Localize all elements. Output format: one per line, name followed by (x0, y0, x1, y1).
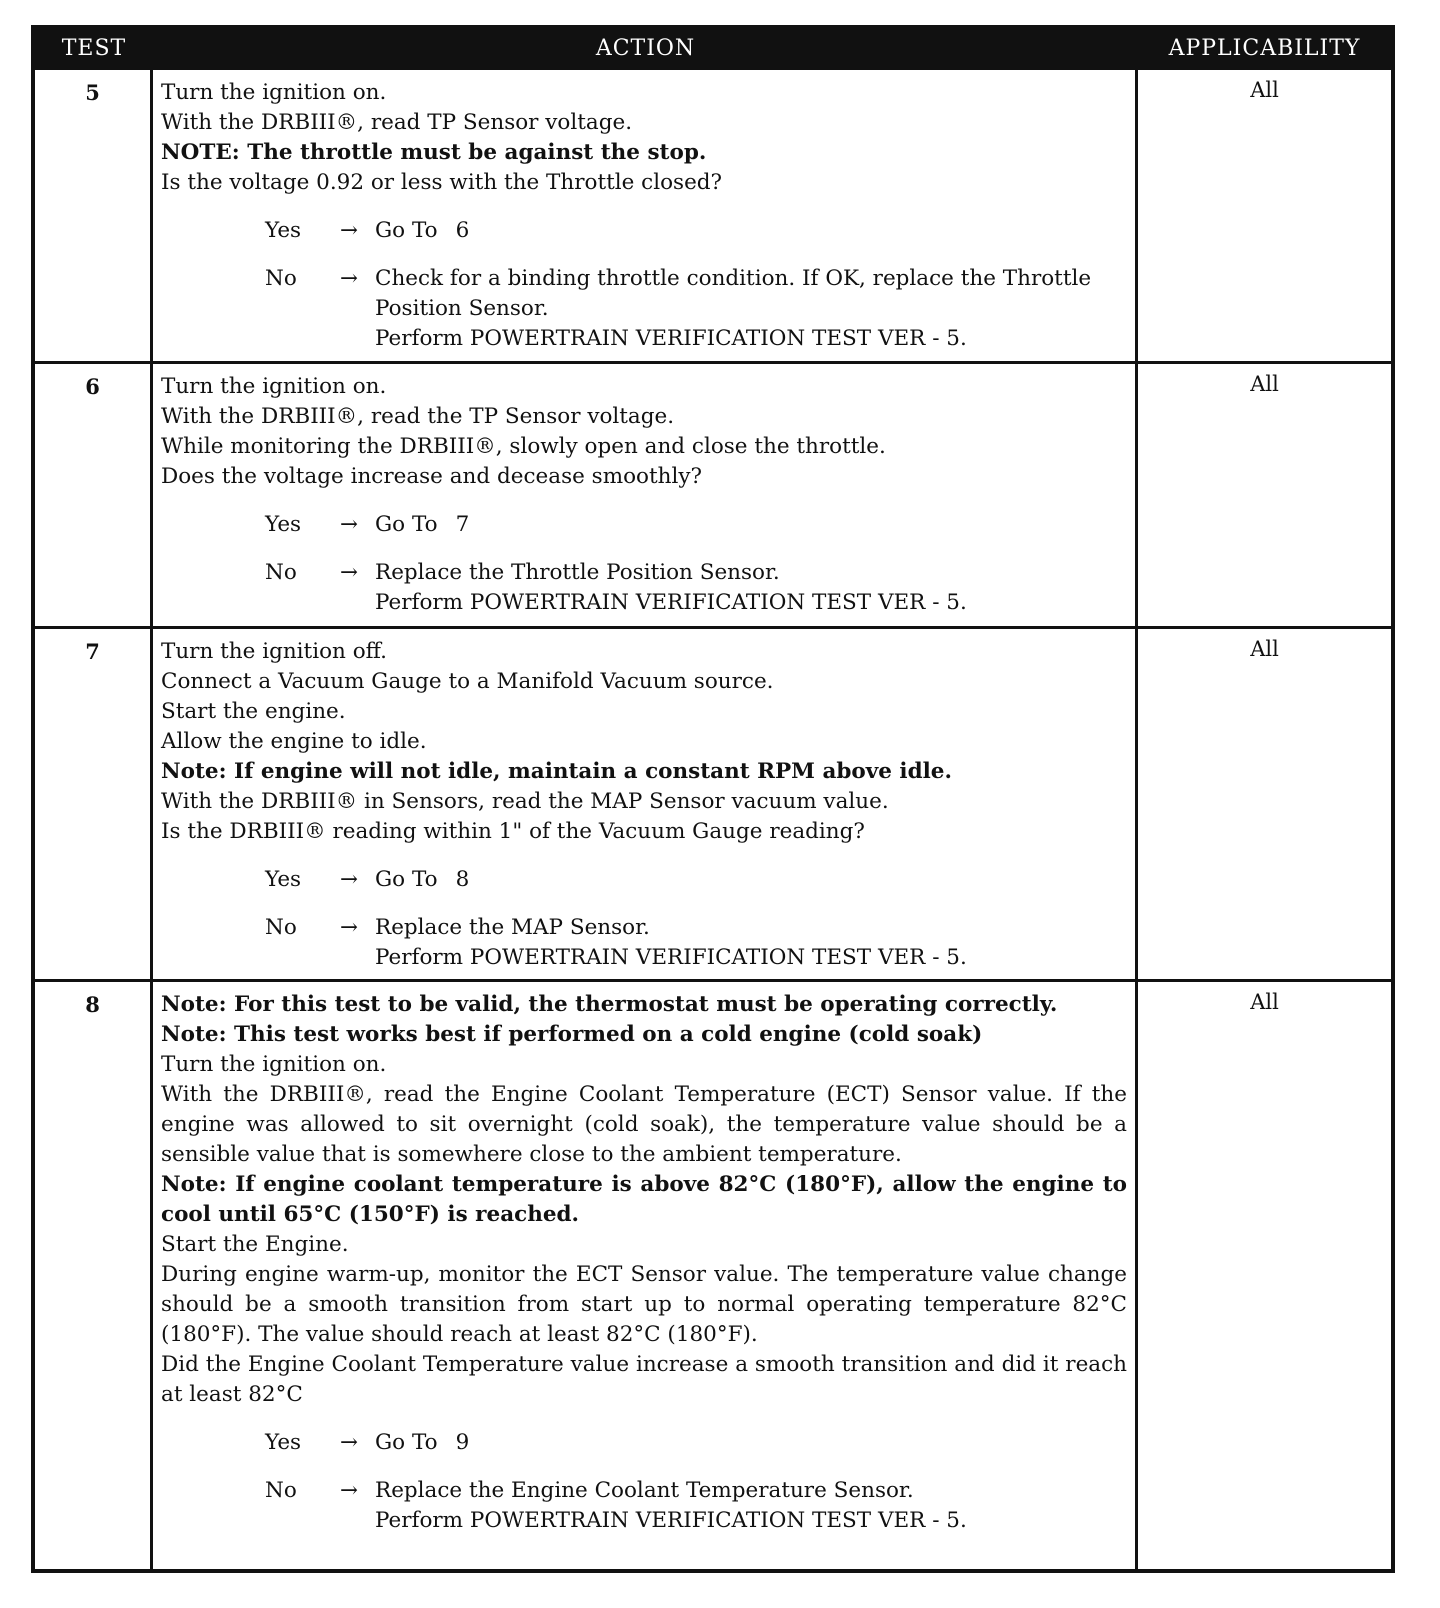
action-cell (153, 629, 1138, 979)
goto-text: Go To (375, 512, 438, 537)
action-line: While monitoring the DRBIII®, slowly open and close the throttle. (161, 434, 886, 459)
action-cell (153, 982, 1138, 1569)
yes-result (375, 1428, 1127, 1458)
no-branch (161, 264, 1127, 354)
action-line: With the DRBIII®, read the Engine Coolant Temperature (ECT) Sensor value. If the engine was allowed to sit overnight (cold soak), the temperature value should be a sensible value that is somewhere close to the ambient temperature. (161, 1082, 1127, 1167)
action-line: Start the engine. (161, 699, 346, 724)
no-result-line: Replace the MAP Sensor. (375, 915, 650, 940)
no-result-line: Perform POWERTRAIN VERIFICATION TEST VER - 5. (375, 326, 967, 351)
right-arrow-icon: → (339, 1430, 358, 1455)
no-result (375, 558, 1127, 618)
applicability-cell: All (1250, 78, 1279, 102)
action-line: With the DRBIII®, read the TP Sensor voltage. (161, 404, 675, 429)
action-note: Note: If engine coolant temperature is above 82°C (180°F), allow the engine to cool until 65°C (150°F) is reached. (161, 1172, 1127, 1227)
goto-number: 9 (455, 1430, 470, 1455)
test-number: 7 (35, 629, 153, 979)
action-line: With the DRBIII® in Sensors, read the MAP Sensor vacuum value. (161, 789, 889, 814)
no-label: No (265, 1478, 297, 1503)
header-action: ACTION (595, 35, 696, 61)
table-header (35, 29, 1391, 67)
yes-label: Yes (265, 867, 302, 892)
no-branch (161, 1476, 1127, 1536)
goto-number: 8 (455, 867, 470, 892)
action-line: Turn the ignition on. (161, 374, 387, 399)
goto-text: Go To (375, 1430, 438, 1455)
action-cell (153, 70, 1138, 361)
goto-number: 6 (455, 218, 470, 243)
yes-result (375, 510, 1127, 540)
right-arrow-icon: → (339, 1478, 358, 1503)
no-result-line: Replace the Engine Coolant Temperature Sensor. (375, 1478, 914, 1503)
no-branch (161, 913, 1127, 973)
action-cell (153, 364, 1138, 626)
action-question: Is the DRBIII® reading within 1" of the Vacuum Gauge reading? (161, 819, 865, 844)
table-row (35, 626, 1391, 979)
no-result (375, 264, 1127, 354)
action-line: Turn the ignition off. (161, 639, 387, 664)
yes-branch (161, 865, 1127, 895)
table-row (35, 361, 1391, 626)
action-note: Note: If engine will not idle, maintain a constant RPM above idle. (161, 759, 952, 784)
yes-result (375, 865, 1127, 895)
right-arrow-icon: → (339, 560, 358, 585)
right-arrow-icon: → (339, 218, 358, 243)
action-note: NOTE: The throttle must be against the stop. (161, 140, 707, 165)
yes-branch (161, 510, 1127, 540)
action-question: Does the voltage increase and decease smoothly? (161, 464, 703, 489)
yes-label: Yes (265, 218, 302, 243)
no-result-line: Perform POWERTRAIN VERIFICATION TEST VER - 5. (375, 590, 967, 615)
no-result-line: Replace the Throttle Position Sensor. (375, 560, 780, 585)
action-line: With the DRBIII®, read TP Sensor voltage. (161, 110, 633, 135)
test-number: 6 (35, 364, 153, 626)
goto-text: Go To (375, 218, 438, 243)
action-note: Note: For this test to be valid, the thermostat must be operating correctly. (161, 992, 1058, 1017)
action-note: Note: This test works best if performed on a cold engine (cold soak) (161, 1022, 983, 1047)
action-question: Did the Engine Coolant Temperature value increase a smooth transition and did it reach at least 82°C (161, 1352, 1127, 1407)
right-arrow-icon: → (339, 266, 358, 291)
header-test: TEST (61, 35, 127, 61)
action-line: Turn the ignition on. (161, 1052, 387, 1077)
yes-result (375, 216, 1127, 246)
yes-branch (161, 216, 1127, 246)
header-applicability: APPLICABILITY (1168, 35, 1361, 61)
no-label: No (265, 560, 297, 585)
right-arrow-icon: → (339, 867, 358, 892)
diagnostic-test-table (31, 25, 1395, 1573)
no-result (375, 1476, 1127, 1536)
right-arrow-icon: → (339, 915, 358, 940)
table-row (35, 979, 1391, 1569)
applicability-cell: All (1250, 990, 1279, 1014)
yes-label: Yes (265, 512, 302, 537)
action-line: During engine warm-up, monitor the ECT Sensor value. The temperature value change should be a smooth transition from start up to normal operating temperature 82°C (180°F). The value should reach at least 82°C (180°F). (161, 1262, 1127, 1347)
action-line: Connect a Vacuum Gauge to a Manifold Vacuum source. (161, 669, 774, 694)
no-label: No (265, 266, 297, 291)
applicability-cell: All (1250, 372, 1279, 396)
right-arrow-icon: → (339, 512, 358, 537)
action-line: Turn the ignition on. (161, 80, 387, 105)
action-question: Is the voltage 0.92 or less with the Throttle closed? (161, 170, 723, 195)
no-result (375, 913, 1127, 973)
applicability-cell: All (1250, 637, 1279, 661)
goto-text: Go To (375, 867, 438, 892)
test-number: 8 (35, 982, 153, 1569)
no-result-line: Perform POWERTRAIN VERIFICATION TEST VER - 5. (375, 1508, 967, 1533)
action-line: Allow the engine to idle. (161, 729, 427, 754)
goto-number: 7 (455, 512, 470, 537)
no-result-line: Check for a binding throttle condition. If OK, replace the Throttle Position Sensor. (375, 266, 1092, 321)
no-branch (161, 558, 1127, 618)
yes-label: Yes (265, 1430, 302, 1455)
yes-branch (161, 1428, 1127, 1458)
table-row (35, 67, 1391, 361)
action-line: Start the Engine. (161, 1232, 349, 1257)
no-label: No (265, 915, 297, 940)
test-number: 5 (35, 70, 153, 361)
no-result-line: Perform POWERTRAIN VERIFICATION TEST VER - 5. (375, 945, 967, 970)
